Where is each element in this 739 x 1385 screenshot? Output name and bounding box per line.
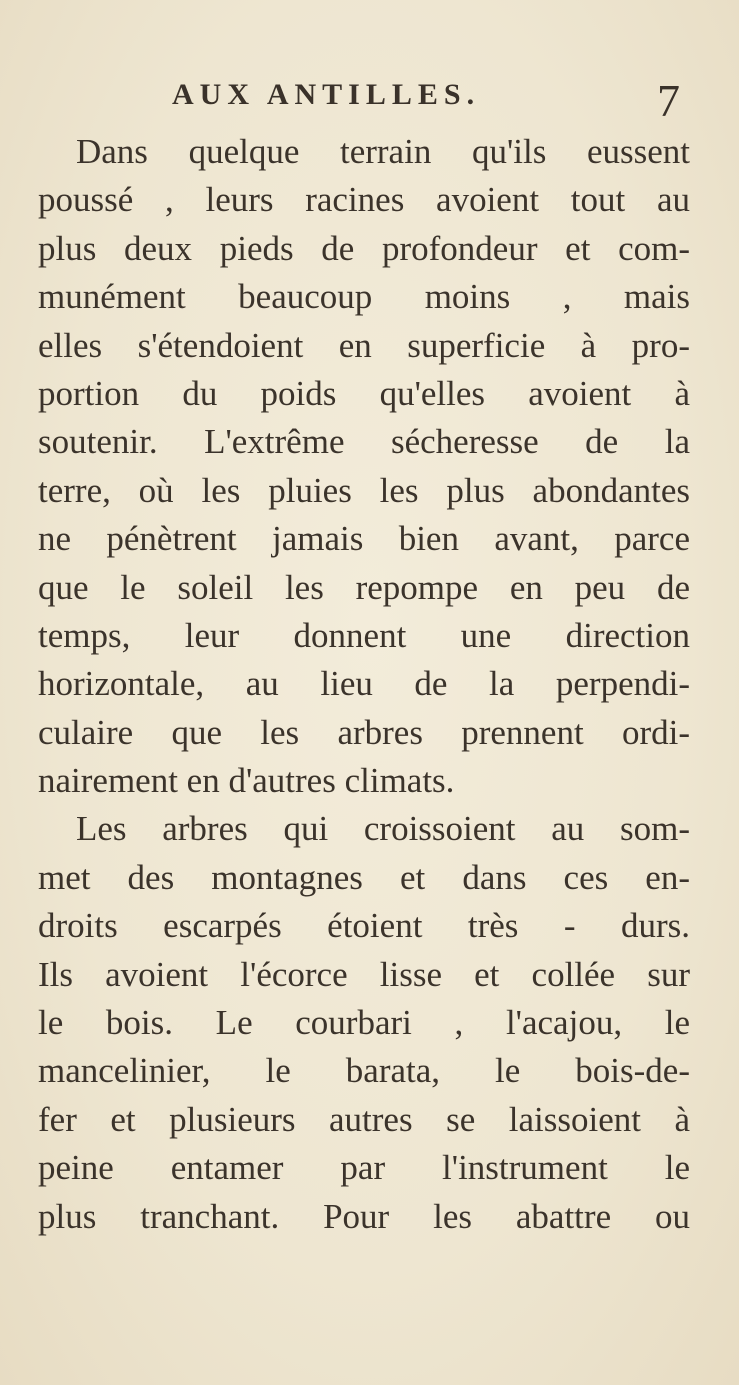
- text-line: fer et plusieurs autres se laissoient à: [38, 1099, 690, 1139]
- text-line: met des montagnes et dans ces en-: [38, 857, 690, 897]
- text-line: mancelinier, le barata, le bois-de-: [38, 1051, 690, 1091]
- text-line: Les arbres qui croissoient au som-: [76, 809, 690, 849]
- paragraph-1: [38, 128, 690, 805]
- text-line: munément beaucoup moins , mais: [38, 277, 690, 317]
- text-line: que le soleil les repompe en peu de: [38, 567, 690, 607]
- text-line: elles s'étendoient en superficie à pro-: [38, 325, 690, 365]
- text-line: temps, leur donnent une direction: [38, 615, 690, 655]
- text-line: Dans quelque terrain qu'ils eussent: [76, 132, 690, 171]
- text-line: Ils avoient l'écorce lisse et collée sur: [38, 954, 690, 994]
- text-line: horizontale, au lieu de la perpendi-: [38, 664, 690, 704]
- text-line: poussé , leurs racines avoient tout au: [38, 180, 690, 220]
- text-line: ne pénètrent jamais bien avant, parce: [38, 519, 690, 559]
- text-line: culaire que les arbres prennent ordi-: [38, 712, 690, 752]
- text-line: plus deux pieds de profondeur et com-: [38, 228, 690, 268]
- body-text: [38, 128, 690, 1241]
- text-line: le bois. Le courbari , l'acajou, le: [38, 1003, 690, 1043]
- text-line: nairement en d'autres climats.: [38, 761, 455, 801]
- text-line: peine entamer par l'instrument le: [38, 1148, 690, 1188]
- text-line: soutenir. L'extrême sécheresse de la: [38, 422, 690, 462]
- paragraph-2: [38, 805, 690, 1241]
- running-title: AUX ANTILLES.: [172, 78, 481, 111]
- text-line: portion du poids qu'elles avoient à: [38, 373, 690, 413]
- page-header: [0, 75, 739, 126]
- text-line: plus tranchant. Pour les abattre ou: [38, 1196, 690, 1236]
- page-number: 7: [657, 75, 680, 126]
- text-line: terre, où les pluies les plus abondantes: [38, 470, 690, 510]
- text-line: droits escarpés étoient très - durs.: [38, 906, 690, 946]
